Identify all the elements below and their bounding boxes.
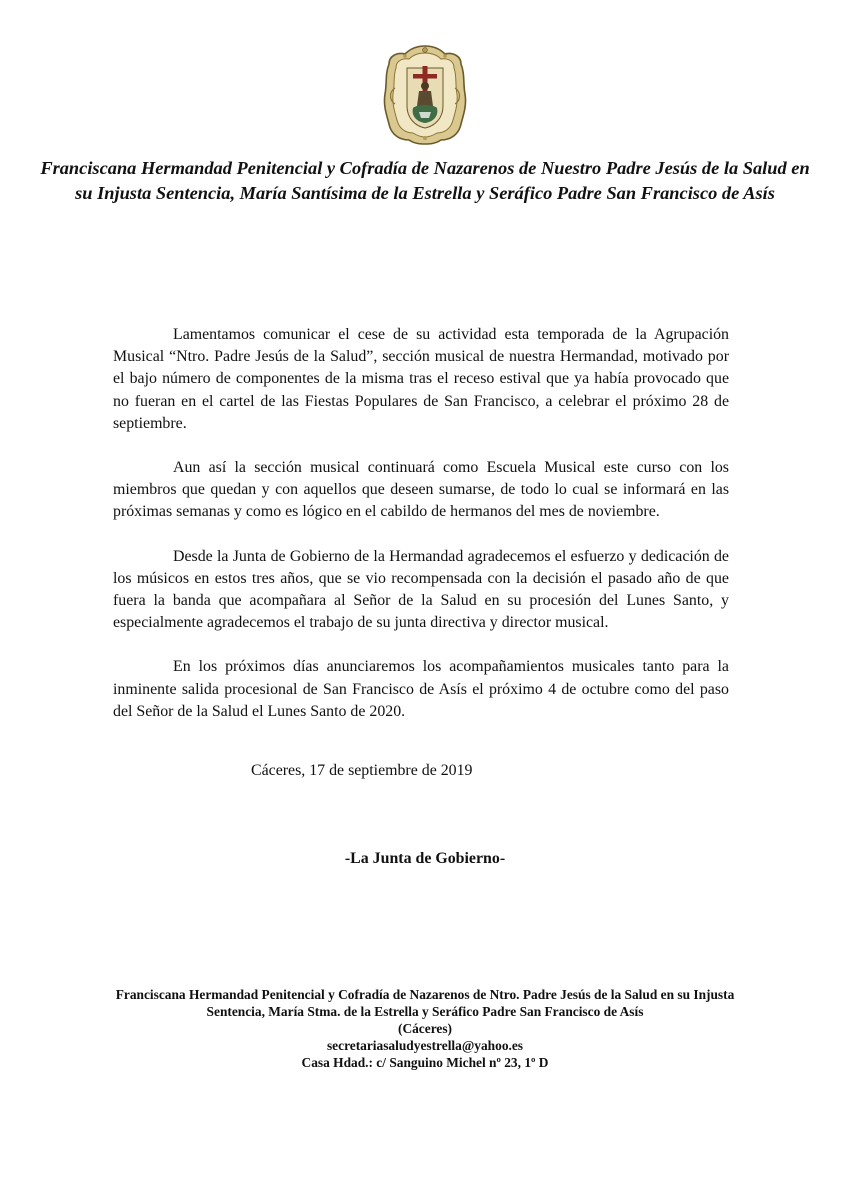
footer-city: (Cáceres) bbox=[397, 1021, 453, 1036]
footer-address: Casa Hdad.: c/ Sanguino Michel nº 23, 1º D bbox=[301, 1055, 549, 1070]
letter-body bbox=[113, 324, 729, 745]
footer bbox=[90, 986, 760, 1071]
brotherhood-crest-icon bbox=[383, 44, 467, 146]
paragraph-1: Lamentamos comunicar el cese de su actividad esta temporada de la Agrupación Musical “Ntro. Padre Jesús de la Salud”, sección musical de nuestra Hermandad, motivado por el bajo número de componentes de la misma tras el receso estival que ya había provocado que no fueran en el cartel de las Fiestas Populares de San Francisco, a celebrar el próximo 28 de septiembre. bbox=[113, 326, 729, 432]
paragraph-4: En los próximos días anunciaremos los acompañamientos musicales tanto para la inminente salida procesional de San Francisco de Asís el próximo 4 de octubre como del paso del Señor de la Salud el Lunes Santo de 2020. bbox=[113, 658, 729, 720]
footer-email: secretariasaludyestrella@yahoo.es bbox=[326, 1038, 524, 1053]
letter-date: Cáceres, 17 de septiembre de 2019 bbox=[251, 762, 473, 779]
document-title: Franciscana Hermandad Penitencial y Cofradía de Nazarenos de Nuestro Padre Jesús de la Salud en su Injusta Sentencia, María Santísima de la Estrella y Seráfico Padre San Francisco de Asís bbox=[40, 158, 810, 203]
paragraph-3: Desde la Junta de Gobierno de la Hermandad agradecemos el esfuerzo y dedicación de los músicos en estos tres años, que se vio recompensada con la decisión el pasado año de que fuera la banda que acompañara al Señor de la Salud en su procesión del Lunes Santo, y especialmente agradecemos el trabajo de su junta directiva y director musical. bbox=[113, 547, 729, 632]
paragraph-2: Aun así la sección musical continuará como Escuela Musical este curso con los miembros que quedan y con aquellos que deseen sumarse, de todo lo cual se informará en las próximas semanas y como es lógico en el cabildo de hermanos del mes de noviembre. bbox=[113, 459, 729, 521]
signature: -La Junta de Gobierno- bbox=[344, 850, 506, 867]
footer-organization: Franciscana Hermandad Penitencial y Cofradía de Nazarenos de Ntro. Padre Jesús de la Salud en su Injusta Sentencia, María Stma. de la Estrella y Seráfico Padre San Francisco de Asís bbox=[115, 987, 735, 1019]
